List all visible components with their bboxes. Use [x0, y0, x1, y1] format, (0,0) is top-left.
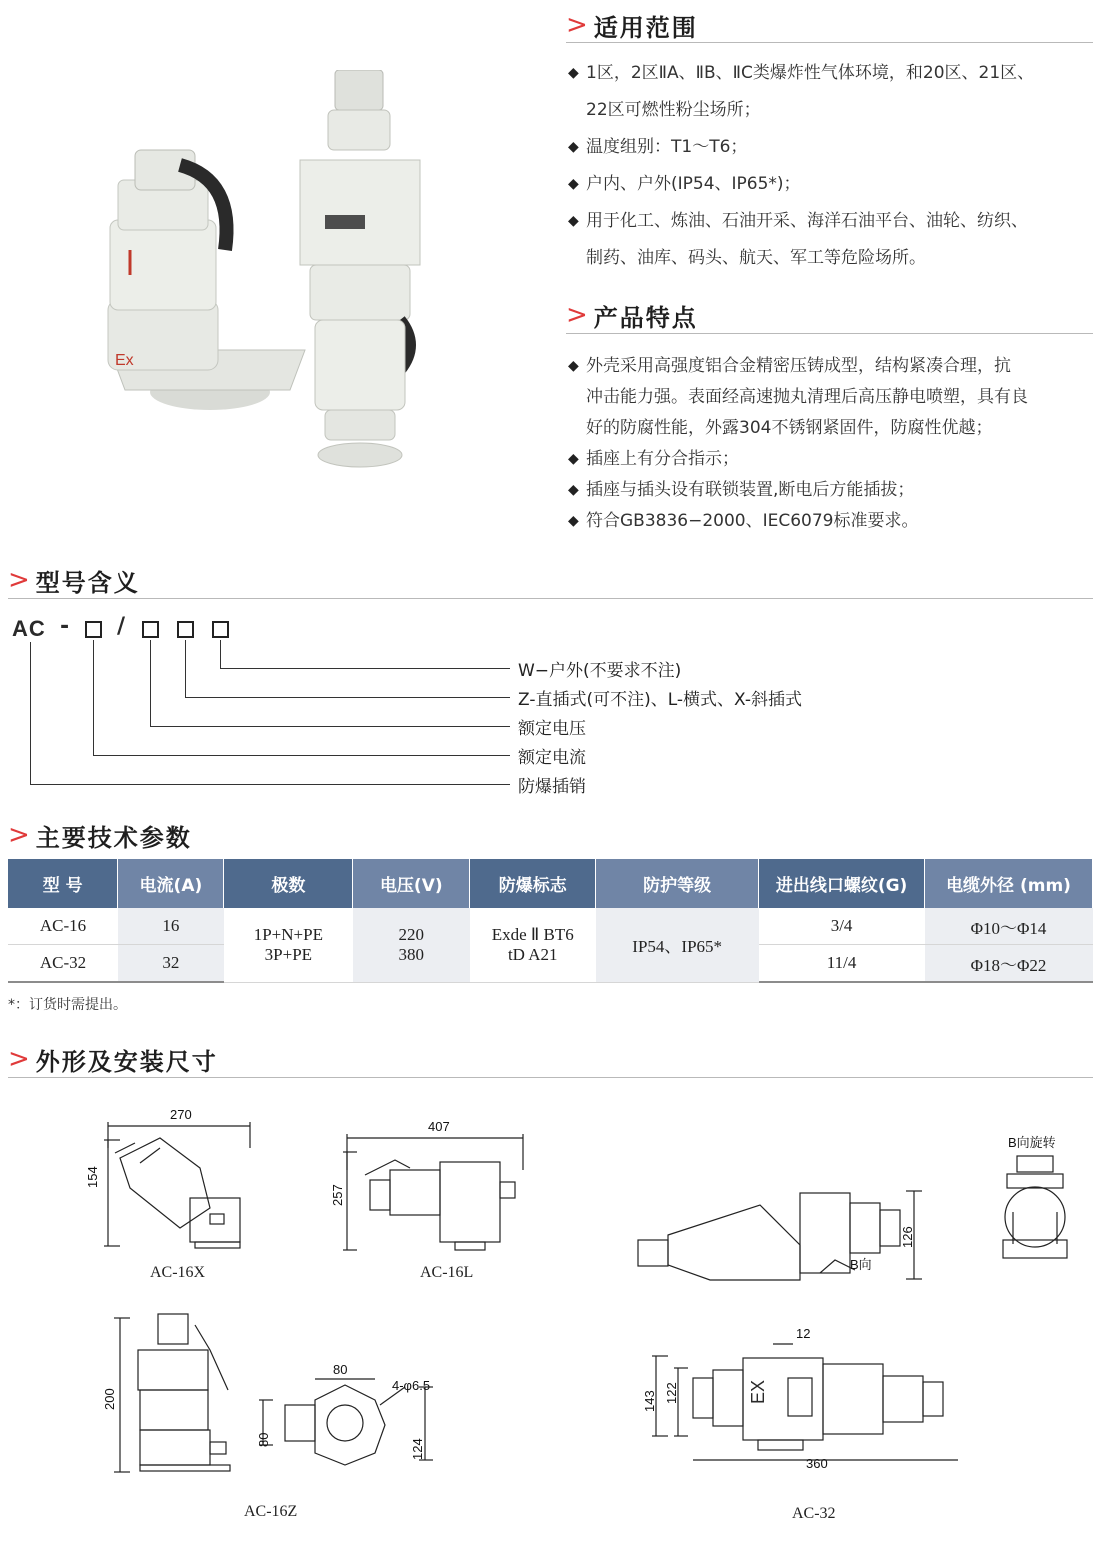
- list-item: ◆ 插座与插头设有联锁装置,断电后方能插拔；: [568, 475, 1093, 506]
- col-header: 电流(A): [118, 859, 224, 908]
- chevron-right-icon: >: [566, 300, 588, 330]
- diamond-bullet-icon: ◆: [568, 176, 579, 192]
- list-item: 冲击能力强。表面经高速抛丸清理后高压静电喷塑，具有良: [586, 387, 1028, 407]
- leader-line: [30, 784, 510, 785]
- leader-line: [220, 640, 221, 668]
- leader-line: [93, 755, 510, 756]
- divider: [8, 598, 1093, 599]
- leader-line: [185, 640, 186, 697]
- code-box-type: [177, 621, 194, 638]
- drawing-ac16z: [110, 1310, 250, 1480]
- list-item: ◆ 外壳采用高强度铝合金精密压铸成型，结构紧凑合理，抗: [568, 351, 1093, 382]
- code-box-current: [85, 621, 102, 638]
- list-item: ◆ 温度组别：T1～T6；: [568, 129, 1093, 166]
- list-item: 好的防腐性能，外露304不锈钢紧固件，防腐性优越；: [586, 418, 993, 438]
- model-dash: -: [60, 614, 70, 639]
- list-item: ◆ 插座上有分合指示；: [568, 444, 1093, 475]
- legend-outdoor: W−户外(不要求不注): [518, 661, 682, 681]
- table-header-row: [8, 859, 1093, 908]
- chevron-right-icon: >: [8, 820, 30, 850]
- scope-list: [568, 55, 1093, 277]
- footnote: *：订货时需提出。: [8, 997, 127, 1013]
- cell-ex-mark: Exde Ⅱ BT6 tD A21: [470, 908, 596, 982]
- chevron-right-icon: >: [8, 565, 30, 595]
- cell-current: 32: [118, 945, 224, 983]
- legend-current: 额定电流: [518, 748, 586, 768]
- code-box-outdoor: [212, 621, 229, 638]
- drawing-ac32: [648, 1336, 968, 1466]
- leader-line: [150, 726, 510, 727]
- ex-label: EX: [748, 1379, 768, 1404]
- caption-ac16l: AC-16L: [420, 1264, 474, 1281]
- caption-ac32: AC-32: [792, 1505, 836, 1522]
- diamond-bullet-icon: ◆: [568, 451, 579, 467]
- col-header: 极数: [224, 859, 353, 908]
- list-item: ◆ 用于化工、炼油、石油开采、海洋石油平台、油轮、纺织、: [568, 203, 1093, 240]
- svg-text:Ex: Ex: [115, 352, 134, 369]
- diamond-bullet-icon: ◆: [568, 65, 579, 81]
- scope-heading: > 适用范围: [566, 10, 698, 42]
- drawing-b-rotate: [995, 1152, 1075, 1267]
- specs-heading: > 主要技术参数: [8, 820, 192, 852]
- cell-cable: Φ18～Φ22: [925, 945, 1093, 983]
- socket-photo: [108, 150, 305, 410]
- divider: [8, 1077, 1093, 1078]
- list-item: ◆ 1区，2区ⅡA、ⅡB、ⅡC类爆炸性气体环境，和20区、21区、: [568, 55, 1093, 92]
- divider: [566, 333, 1093, 334]
- diamond-bullet-icon: ◆: [568, 358, 579, 374]
- list-item: ◆ 符合GB3836−2000、IEC6079标准要求。: [568, 506, 1093, 537]
- list-item: 制药、油库、码头、航天、军工等危险场所。: [586, 248, 926, 268]
- col-header: 防爆标志: [470, 859, 596, 908]
- diamond-bullet-icon: ◆: [568, 482, 579, 498]
- legend-voltage: 额定电压: [518, 719, 586, 739]
- col-header: 型 号: [8, 859, 118, 908]
- plug-photo: [300, 70, 420, 467]
- cell-voltage: 220 380: [353, 908, 470, 982]
- drawing-ac32-side: [630, 1185, 930, 1290]
- chevron-right-icon: >: [566, 10, 588, 40]
- list-item: 22区可燃性粉尘场所；: [586, 100, 761, 120]
- drawing-ac16l: [335, 1130, 535, 1255]
- model-heading: > 型号含义: [8, 565, 140, 597]
- cell-model: AC-16: [8, 908, 118, 945]
- legend-plug: 防爆插销: [518, 777, 586, 797]
- diamond-bullet-icon: ◆: [568, 213, 579, 229]
- chevron-right-icon: >: [8, 1044, 30, 1074]
- cell-protection: IP54、IP65*: [596, 908, 759, 982]
- cell-cable: Φ10～Φ14: [925, 908, 1093, 945]
- leader-line: [93, 640, 94, 755]
- diamond-bullet-icon: ◆: [568, 513, 579, 529]
- features-list: [568, 351, 1093, 537]
- legend-type: Z-直插式(可不注)、L-横式、X-斜插式: [518, 690, 802, 710]
- code-box-voltage: [142, 621, 159, 638]
- leader-line: [150, 640, 151, 726]
- col-header: 进出线口螺纹(G): [759, 859, 925, 908]
- dimensions-heading: > 外形及安装尺寸: [8, 1044, 218, 1076]
- cell-model: AC-32: [8, 945, 118, 983]
- cell-poles: 1P+N+PE 3P+PE: [224, 908, 353, 982]
- leader-line: [185, 697, 510, 698]
- table-row: [8, 908, 1093, 945]
- caption-ac16x: AC-16X: [150, 1264, 206, 1281]
- col-header: 防护等级: [596, 859, 759, 908]
- model-code: AC: [12, 616, 46, 641]
- list-item: ◆ 户内、户外(IP54、IP65*)；: [568, 166, 1093, 203]
- leader-line: [30, 642, 31, 784]
- cell-thread: 11/4: [759, 945, 925, 983]
- spec-table: [8, 859, 1093, 983]
- col-header: 电缆外径 (mm): [925, 859, 1093, 908]
- features-heading: > 产品特点: [566, 300, 698, 332]
- caption-ac16z: AC-16Z: [244, 1503, 298, 1520]
- drawing-ac16x: [100, 1118, 260, 1258]
- leader-line: [220, 668, 510, 669]
- cell-thread: 3/4: [759, 908, 925, 945]
- product-photo: [90, 70, 470, 470]
- col-header: 电压(V): [353, 859, 470, 908]
- cell-current: 16: [118, 908, 224, 945]
- divider: [566, 42, 1093, 43]
- diamond-bullet-icon: ◆: [568, 139, 579, 155]
- model-slash: /: [117, 614, 126, 639]
